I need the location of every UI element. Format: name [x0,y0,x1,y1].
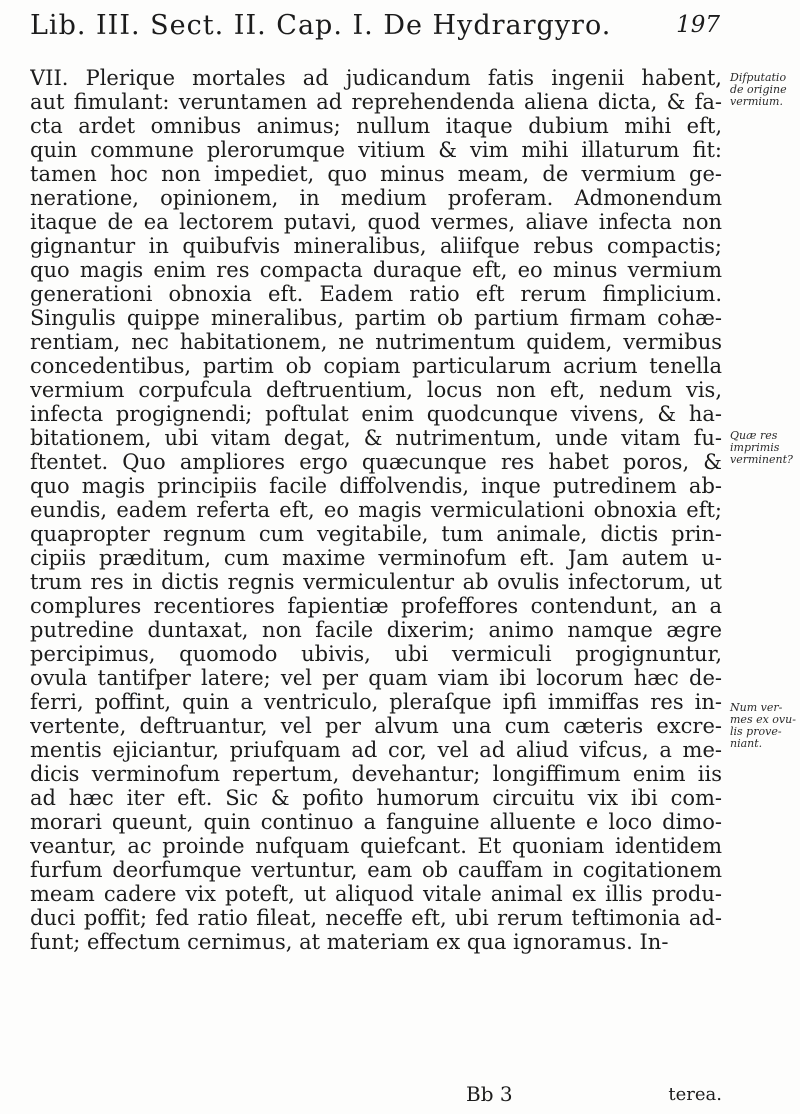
text-line: generationi obnoxia eft. Eadem ratio eft rerum fimplicium. [30,282,722,306]
signature-mark: Bb 3 [466,1082,513,1106]
text-line: cta ardet omnibus animus; nullum itaque dubium mihi eft, [30,114,722,138]
margin-note-line: mes ex ovu- [730,713,796,726]
margin-note-quae-res [730,430,798,466]
margin-note-num-vermes [730,702,798,750]
text-line: quin commune plerorumque vitium & vim mihi illaturum fit: [30,138,722,162]
page-number: 197 [676,12,720,38]
text-line: complures recentiores fapientiæ profeffores contendunt, an a [30,594,722,618]
text-line: ferri, poffint, quin a ventriculo, pleraſque ipfi immiffas res in- [30,690,722,714]
text-line: neratione, opinionem, in medium proferam. Admonendum [30,186,722,210]
text-line: cipiis præditum, cum maxime verminofum eft. Jam autem u- [30,546,722,570]
text-line: funt; effectum cernimus, at materiam ex qua ignoramus. In- [30,930,669,954]
margin-note-line: de origine [730,83,787,96]
text-line: quapropter regnum cum vegitabile, tum animale, dictis prin- [30,522,722,546]
text-line: ovula tantifper latere; vel per quam viam ibi locorum hæc de- [30,666,722,690]
margin-note-line: verminent? [730,453,793,466]
page-header [30,6,720,54]
catchword: terea. [668,1084,722,1105]
text-line: ad hæc iter eft. Sic & pofito humorum circuitu vix ibi com- [30,786,722,810]
text-line: itaque de ea lectorem putavi, quod vermes, aliave infecta non [30,210,722,234]
text-line: rentiam, nec habitationem, ne nutrimentum quidem, vermibus [30,330,722,354]
text-line: gignantur in quibufvis mineralibus, aliifque rebus compactis; [30,234,722,258]
text-line: Singulis quippe mineralibus, partim ob partium firmam cohæ- [30,306,722,330]
text-line: vermium corpufcula deftruentium, locus non eft, nedum vis, [30,378,722,402]
running-head: Lib. III. Sect. II. Cap. I. De Hydrargyro. [30,10,612,41]
text-line: aut fimulant: veruntamen ad reprehendenda aliena dicta, & fa- [30,90,722,114]
margin-note-line: Difputatio [730,71,787,84]
text-line: furfum deorfumque vertuntur, eam ob cauffam in cogitationem [30,858,722,882]
body-text [30,66,722,954]
text-line: tamen hoc non impediet, quo minus meam, de vermium ge- [30,162,722,186]
page-footer [30,1082,722,1108]
text-line: trum res in dictis regnis vermiculentur ab ovulis infectorum, ut [30,570,722,594]
margin-note-line: niant. [730,737,763,750]
text-line: bitationem, ubi vitam degat, & nutrimentum, unde vitam fu- [30,426,722,450]
text-line: meam cadere vix poteft, ut aliquod vitale animal ex illis produ- [30,882,722,906]
text-line: mentis ejiciantur, priufquam ad cor, vel ad aliud vifcus, a me- [30,738,722,762]
margin-note-disputatio [730,72,798,108]
text-line: veantur, ac proinde nufquam quiefcant. Et quoniam identidem [30,834,722,858]
text-line: percipimus, quomodo ubivis, ubi vermiculi progignuntur, [30,642,722,666]
text-line: quo magis enim res compacta duraque eft, eo minus vermium [30,258,722,282]
text-line: ftentet. Quo ampliores ergo quæcunque res habet poros, & [30,450,722,474]
text-line: quo magis principiis facile diffolvendis, inque putredinem ab- [30,474,722,498]
margin-note-line: imprimis [730,441,780,454]
text-line: putredine duntaxat, non facile dixerim; animo namque ægre [30,618,722,642]
text-line: VII. Plerique mortales ad judicandum fatis ingenii habent, [30,66,722,90]
text-line: concedentibus, partim ob copiam particularum acrium tenella [30,354,722,378]
text-line: infecta progignendi; poftulat enim quodcunque vivens, & ha- [30,402,722,426]
text-line: dicis verminofum repertum, devehantur; longiffimum enim iis [30,762,722,786]
margin-note-line: vermium. [730,95,783,108]
margin-note-line: lis prove- [730,725,782,738]
text-line: morari queunt, quin continuo a fanguine alluente e loco dimo- [30,810,722,834]
text-line: vertente, deftruantur, vel per alvum una cum cæteris excre- [30,714,722,738]
text-line: eundis, eadem referta eft, eo magis vermiculationi obnoxia eft; [30,498,722,522]
margin-note-line: Quæ res [730,429,778,442]
margin-note-line: Num ver- [730,701,783,714]
text-line: duci poffit; fed ratio fileat, neceffe eft, ubi rerum teftimonia ad- [30,906,722,930]
